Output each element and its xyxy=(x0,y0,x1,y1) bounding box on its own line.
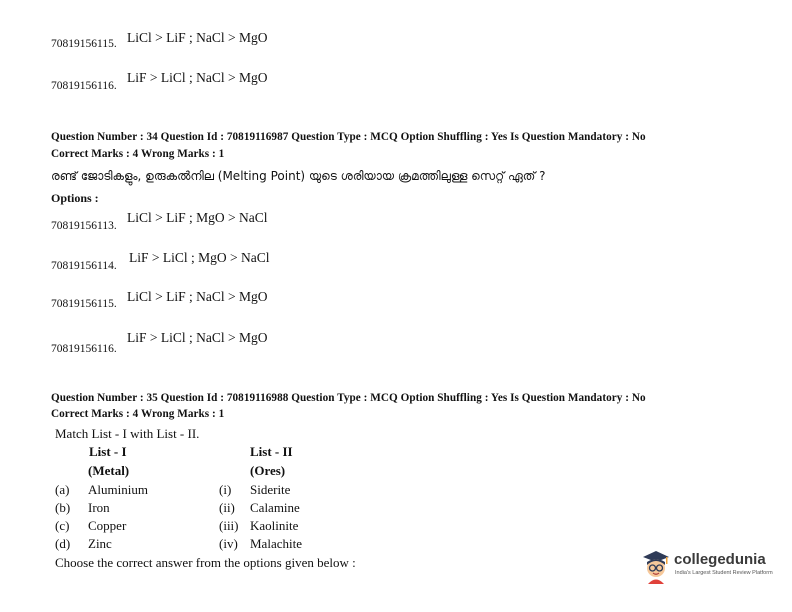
list2-sub: (Ores) xyxy=(250,463,286,478)
row-c-roman: (iii) xyxy=(219,518,239,533)
row-a-label: (a) xyxy=(55,482,70,497)
q35-footer: Choose the correct answer from the options given below : xyxy=(55,555,356,570)
q35-header-line2: Correct Marks : 4 Wrong Marks : 1 xyxy=(51,408,225,420)
q34-question-text: രണ്ട് ജോടികളും, ഉരുകൽനില (Melting Point) യുടെ ശരിയായ ക്രമത്തിലുള്ള സെറ്റ് ഏത് ? xyxy=(51,169,546,183)
list2-header: List - II xyxy=(250,444,293,459)
row-c-label: (c) xyxy=(55,518,70,533)
row-b-label: (b) xyxy=(55,500,71,515)
prev-option-id-2: 70819156116. xyxy=(51,80,117,92)
q34-options-label: Options : xyxy=(51,191,99,205)
row-d-metal: Zinc xyxy=(88,536,112,551)
logo-tagline: India's Largest Student Review Platform xyxy=(675,570,773,576)
row-d-roman: (iv) xyxy=(219,536,238,551)
q34-header-line2: Correct Marks : 4 Wrong Marks : 1 xyxy=(51,148,225,160)
row-b-roman: (ii) xyxy=(219,500,235,515)
q35-header-line1: Question Number : 35 Question Id : 70819116988 Question Type : MCQ Option Shuffling : Yes Is Question Mandatory : No xyxy=(51,392,646,404)
list1-header: List - I xyxy=(89,444,127,459)
q34-option-id-1: 70819156113. xyxy=(51,220,117,232)
row-a-roman: (i) xyxy=(219,482,232,497)
graduate-mascot-icon xyxy=(640,548,672,584)
row-b-metal: Iron xyxy=(88,500,110,515)
prev-option-text-2: LiF > LiCl ; NaCl > MgO xyxy=(127,70,268,85)
row-c-metal: Copper xyxy=(88,518,127,533)
collegedunia-logo xyxy=(640,548,780,584)
list1-sub: (Metal) xyxy=(88,463,130,478)
q34-option-text-4: LiF > LiCl ; NaCl > MgO xyxy=(127,330,268,345)
row-d-ore: Malachite xyxy=(250,536,302,551)
prev-option-text-1: LiCl > LiF ; NaCl > MgO xyxy=(127,30,268,45)
q34-option-id-2: 70819156114. xyxy=(51,260,117,272)
row-d-label: (d) xyxy=(55,536,71,551)
row-b-ore: Calamine xyxy=(250,500,300,515)
q34-option-text-3: LiCl > LiF ; NaCl > MgO xyxy=(127,289,268,304)
q34-option-text-2: LiF > LiCl ; MgO > NaCl xyxy=(129,250,270,265)
q34-option-id-4: 70819156116. xyxy=(51,343,117,355)
row-c-ore: Kaolinite xyxy=(250,518,299,533)
q35-intro: Match List - I with List - II. xyxy=(55,426,200,441)
logo-name: collegedunia xyxy=(674,551,766,568)
row-a-metal: Aluminium xyxy=(88,482,148,497)
q34-option-id-3: 70819156115. xyxy=(51,298,117,310)
prev-option-id-1: 70819156115. xyxy=(51,38,117,50)
q34-header-line1: Question Number : 34 Question Id : 70819116987 Question Type : MCQ Option Shuffling : Yes Is Question Mandatory : No xyxy=(51,131,646,143)
q34-option-text-1: LiCl > LiF ; MgO > NaCl xyxy=(127,210,268,225)
row-a-ore: Siderite xyxy=(250,482,291,497)
